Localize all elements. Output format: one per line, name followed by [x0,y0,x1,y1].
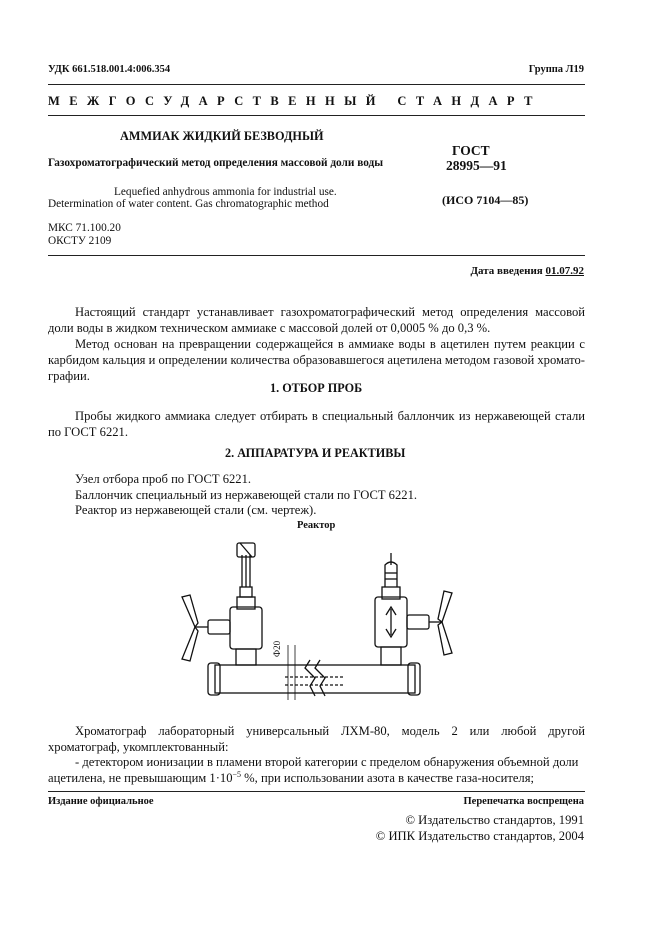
section-1-paragraph [48,408,585,440]
english-title-line-2: Determination of water content. Gas chromatographic method [48,198,329,210]
iso-reference: (ИСО 7104—85) [442,193,529,207]
okstu-code: ОКСТУ 2109 [48,235,112,247]
detector-line-1: - детектором ионизации в пламени второй категории с пределом обнаружения объемной доли [75,755,579,769]
detector-line-2-post: %, при использовании азота в качестве газа-носителя; [241,771,534,786]
section-2-title: 2. АППАРАТУРА И РЕАКТИВЫ [225,446,406,460]
left-end-nut [208,663,220,695]
apparatus-item-3: Реактор из нержавеющей стали (см. чертеж). [75,503,317,517]
section-1-title: 1. ОТБОР ПРОБ [270,381,363,395]
udk-code: УДК 661.518.001.4:006.354 [48,64,171,75]
chromatograph-paragraph [48,723,585,755]
right-handle [438,591,452,622]
section-1-text: Пробы жидкого аммиака следует отбирать в специальный баллончик из нержавеющей стали по ГОСТ 6221. [48,409,585,439]
detector-line-2 [48,770,534,786]
figure-caption: Реактор [297,520,336,531]
effective-date-label: Дата введения [470,265,543,277]
intro-paragraph-1 [48,304,585,336]
copyright-line-2: © ИПК Издательство стандартов, 2004 [375,829,584,843]
title-rule [48,255,585,256]
document-subtitle: Газохроматографический метод определения массовой доли воды [48,157,384,169]
reprint-prohibited: Перепечатка воспрещена [463,796,584,807]
left-handle [182,595,198,627]
header-rule [48,84,585,85]
document-title: АММИАК ЖИДКИЙ БЕЗВОДНЫЙ [120,129,324,143]
gost-number: 28995—91 [446,158,507,173]
header-rule-2 [48,115,585,116]
official-edition: Издание официальное [48,796,154,807]
right-end-nut [408,663,420,695]
group-code: Группа Л19 [528,64,584,75]
mks-code: МКС 71.100.20 [48,222,121,234]
detector-exponent: −5 [232,770,242,779]
footer-rule [48,791,585,792]
effective-date [470,265,584,277]
effective-date-value: 01.07.92 [545,265,584,277]
left-valve-body [230,607,262,649]
intro-paragraph-2 [48,336,585,384]
reactor-drawing [170,535,460,715]
apparatus-item-1: Узел отбора проб по ГОСТ 6221. [75,472,252,486]
intro-paragraph-1-text: Настоящий стандарт устанавливает газохроматографический метод определения массовой доли воды в жидком техническом аммиаке с массовой долей от 0,0005 % до 0,3 %. [48,305,585,335]
diameter-label: Ф20 [272,640,282,657]
detector-line-2-pre: ацетилена, не превышающим 1·10 [48,771,233,786]
gost-label: ГОСТ [452,143,490,158]
copyright-line-1: © Издательство стандартов, 1991 [405,813,584,827]
english-title-line-1: Lequefied anhydrous ammonia for industrial use. [114,186,337,198]
chromatograph-text: Хроматограф лабораторный универсальный ЛХМ-80, модель 2 или любой другой хроматограф, укомплектованный: [48,724,585,754]
interstate-standard-heading: МЕЖГОСУДАРСТВЕННЫЙ СТАНДАРТ [48,94,542,108]
apparatus-item-2: Баллончик специальный из нержавеющей стали по ГОСТ 6221. [75,488,418,502]
intro-paragraph-2-text: Метод основан на превращении содержащейся в аммиаке воды в ацетилен путем реакции с карбидом кальция и определении количества образовавшегося ацетилена методом газовой хроматографии. [48,337,585,383]
